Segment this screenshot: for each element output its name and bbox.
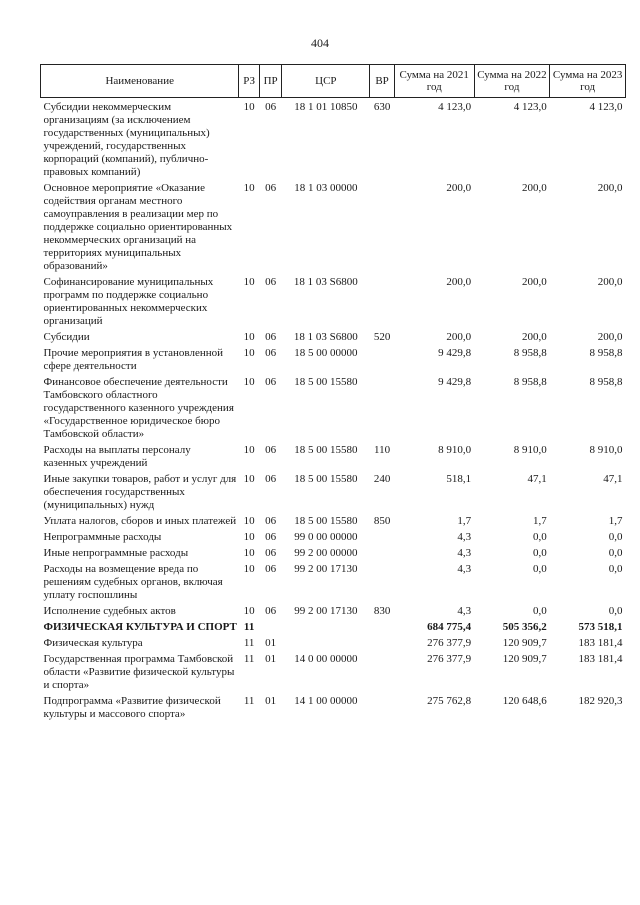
row-name: Субсидии некоммерческим организациям (за исключением государственных (муниципальных) учреждений, государственных корпораций (компаний), публично-правовых компаний): [43, 101, 210, 178]
row-name: Исполнение судебных актов: [43, 605, 176, 617]
row-name: Расходы на возмещение вреда по решениям судебных органов, включая уплату госпошлины: [43, 563, 223, 601]
row-sum-2021: 9 429,8: [438, 347, 472, 359]
row-name: ФИЗИЧЕСКАЯ КУЛЬТУРА И СПОРТ: [43, 621, 237, 633]
row-csr: [282, 636, 370, 652]
row-name: Расходы на выплаты персоналу казенных учреждений: [43, 444, 191, 469]
row-rz: 10: [243, 376, 255, 388]
row-vr: [370, 620, 395, 636]
row-sum-2022: 200,0: [522, 331, 547, 343]
row-pr: 06: [265, 605, 277, 617]
row-name: Финансовое обеспечение деятельности Тамбовского областного государственного казенного учреждения «Государственное юридическое бюро Тамбовской области»: [43, 376, 234, 440]
row-sum-2023: 0,0: [608, 563, 623, 575]
row-sum-2021: 200,0: [446, 331, 472, 343]
row-name: Субсидии: [43, 331, 90, 343]
row-pr: 06: [265, 276, 277, 288]
row-pr: 06: [265, 376, 277, 388]
row-sum-2022: 47,1: [527, 473, 547, 485]
header-name: Наименование: [41, 65, 239, 98]
row-pr: 01: [265, 653, 277, 665]
row-sum-2023: 1,7: [608, 515, 623, 527]
header-pr: ПР: [259, 65, 282, 98]
row-csr: 18 5 00 15580: [294, 473, 358, 485]
header-vr: ВР: [370, 65, 395, 98]
row-vr: 240: [373, 473, 391, 485]
row-pr: 06: [265, 531, 277, 543]
row-rz: 11: [243, 653, 255, 665]
row-csr: 14 0 00 00000: [294, 653, 358, 665]
row-sum-2021: 4 123,0: [438, 101, 472, 113]
row-sum-2022: 0,0: [533, 531, 547, 543]
row-sum-2022: 120 648,6: [502, 695, 547, 707]
row-csr: 14 1 00 00000: [294, 695, 358, 707]
row-sum-2023: 0,0: [608, 531, 623, 543]
row-sum-2023: 47,1: [603, 473, 623, 485]
row-vr: 630: [373, 101, 391, 113]
row-vr: [370, 562, 395, 604]
row-rz: 10: [243, 531, 255, 543]
row-sum-2022: 8 910,0: [513, 444, 547, 456]
row-sum-2021: 276 377,9: [427, 637, 472, 649]
row-sum-2021: 8 910,0: [438, 444, 472, 456]
table-row: [41, 604, 626, 620]
table-row: [41, 98, 626, 182]
row-sum-2023: 200,0: [597, 331, 623, 343]
table-row: [41, 620, 626, 636]
row-csr: 18 5 00 15580: [294, 376, 358, 388]
row-csr: [282, 620, 370, 636]
table-row: [41, 530, 626, 546]
header-rz: РЗ: [239, 65, 259, 98]
row-sum-2021: 4,3: [457, 563, 472, 575]
row-sum-2021: 275 762,8: [427, 695, 472, 707]
row-sum-2021: 200,0: [446, 276, 472, 288]
row-name: Иные непрограммные расходы: [43, 547, 189, 559]
row-sum-2022: 200,0: [522, 182, 547, 194]
row-sum-2021: 9 429,8: [438, 376, 472, 388]
row-name: Софинансирование муниципальных программ по поддержке социально ориентированных некоммерческих организаций: [43, 276, 214, 327]
row-name: Основное мероприятие «Оказание содействия органам местного самоуправления в реализации мер по поддержке социально ориентированных некоммерческих организаций на территориях муниципальных образований»: [43, 182, 233, 272]
row-vr: [370, 652, 395, 694]
row-pr: 06: [265, 547, 277, 559]
table-row: [41, 636, 626, 652]
row-csr: 99 2 00 17130: [294, 605, 358, 617]
row-sum-2022: 8 958,8: [513, 347, 547, 359]
row-sum-2022: 505 356,2: [502, 621, 547, 633]
row-csr: 18 5 00 15580: [294, 515, 358, 527]
table-row: [41, 330, 626, 346]
row-pr: 06: [265, 515, 277, 527]
row-csr: 18 5 00 00000: [294, 347, 358, 359]
row-rz: 10: [243, 101, 255, 113]
header-csr: ЦСР: [282, 65, 370, 98]
page-number: 404: [311, 36, 329, 50]
row-rz: 10: [243, 182, 255, 194]
row-csr: 18 1 03 S6800: [293, 276, 358, 288]
row-sum-2022: 0,0: [533, 547, 547, 559]
row-sum-2022: 120 909,7: [502, 653, 547, 665]
row-sum-2022: 0,0: [533, 605, 547, 617]
row-sum-2021: 518,1: [446, 473, 472, 485]
row-rz: 10: [243, 473, 255, 485]
row-sum-2022: 4 123,0: [513, 101, 547, 113]
row-pr: 01: [265, 637, 277, 649]
row-csr: 99 0 00 00000: [294, 531, 358, 543]
row-pr: 06: [265, 331, 277, 343]
row-sum-2022: 200,0: [522, 276, 547, 288]
row-vr: [370, 636, 395, 652]
table-row: [41, 375, 626, 443]
row-vr: [370, 546, 395, 562]
row-pr: 06: [265, 473, 277, 485]
table-row: [41, 694, 626, 723]
table-header: [41, 65, 626, 98]
row-sum-2023: 0,0: [608, 547, 623, 559]
row-pr: [259, 620, 282, 636]
row-sum-2023: 182 920,3: [578, 695, 623, 707]
budget-table: [40, 64, 626, 723]
row-name: Физическая культура: [43, 637, 143, 649]
row-rz: 10: [243, 563, 255, 575]
row-name: Прочие мероприятия в установленной сфере деятельности: [43, 347, 224, 372]
row-sum-2021: 4,3: [457, 547, 472, 559]
row-sum-2022: 1,7: [533, 515, 547, 527]
row-sum-2021: 4,3: [457, 605, 472, 617]
table-row: [41, 472, 626, 514]
row-name: Государственная программа Тамбовской области «Развитие физической культуры и спорта»: [43, 653, 235, 691]
row-csr: 18 1 03 S6800: [293, 331, 358, 343]
row-vr: 850: [373, 515, 391, 527]
row-sum-2022: 8 958,8: [513, 376, 547, 388]
row-vr: [370, 530, 395, 546]
row-rz: 10: [243, 605, 255, 617]
row-name: Иные закупки товаров, работ и услуг для обеспечения государственных (муниципальных) нужд: [43, 473, 237, 511]
row-sum-2021: 1,7: [457, 515, 472, 527]
header-sum-2022: Сумма на 2022 год: [474, 65, 550, 98]
row-sum-2021: 200,0: [446, 182, 472, 194]
row-vr: [370, 694, 395, 723]
row-rz: 11: [243, 695, 255, 707]
row-sum-2023: 183 181,4: [578, 653, 623, 665]
table-row: [41, 546, 626, 562]
table-row: [41, 443, 626, 472]
table-body: [41, 98, 626, 724]
row-sum-2023: 8 910,0: [589, 444, 623, 456]
table-row: [41, 514, 626, 530]
row-sum-2023: 0,0: [608, 605, 623, 617]
table-row: [41, 562, 626, 604]
row-rz: 11: [243, 621, 255, 633]
row-sum-2022: 0,0: [533, 563, 547, 575]
row-sum-2023: 200,0: [597, 182, 623, 194]
table-row: [41, 181, 626, 275]
row-vr: 830: [373, 605, 391, 617]
row-sum-2023: 4 123,0: [589, 101, 623, 113]
table-row: [41, 346, 626, 375]
row-sum-2021: 684 775,4: [427, 621, 472, 633]
row-vr: 520: [373, 331, 391, 343]
row-pr: 06: [265, 182, 277, 194]
row-sum-2021: 4,3: [457, 531, 472, 543]
row-sum-2023: 200,0: [597, 276, 623, 288]
row-sum-2023: 573 518,1: [578, 621, 623, 633]
row-vr: [370, 275, 395, 330]
row-vr: 110: [374, 444, 391, 456]
table-row: [41, 652, 626, 694]
row-pr: 01: [265, 695, 277, 707]
row-name: Непрограммные расходы: [43, 531, 162, 543]
row-sum-2023: 8 958,8: [589, 347, 623, 359]
row-rz: 10: [243, 515, 255, 527]
row-rz: 10: [243, 331, 255, 343]
row-pr: 06: [265, 444, 277, 456]
row-rz: 10: [243, 347, 255, 359]
row-rz: 10: [243, 444, 255, 456]
row-sum-2021: 276 377,9: [427, 653, 472, 665]
row-pr: 06: [265, 101, 277, 113]
row-sum-2022: 120 909,7: [502, 637, 547, 649]
row-name: Подпрограмма «Развитие физической культуры и массового спорта»: [43, 695, 221, 720]
row-vr: [370, 181, 395, 275]
row-pr: 06: [265, 563, 277, 575]
row-pr: 06: [265, 347, 277, 359]
row-csr: 99 2 00 00000: [294, 547, 358, 559]
table-row: [41, 275, 626, 330]
row-csr: 18 1 01 10850: [294, 101, 358, 113]
header-sum-2023: Сумма на 2023 год: [550, 65, 626, 98]
row-sum-2023: 183 181,4: [578, 637, 623, 649]
row-csr: 99 2 00 17130: [294, 563, 358, 575]
row-sum-2023: 8 958,8: [589, 376, 623, 388]
row-vr: [370, 346, 395, 375]
row-vr: [370, 375, 395, 443]
row-rz: 10: [243, 547, 255, 559]
row-csr: 18 5 00 15580: [294, 444, 358, 456]
row-rz: 10: [243, 276, 255, 288]
row-name: Уплата налогов, сборов и иных платежей: [43, 515, 237, 527]
header-sum-2021: Сумма на 2021 год: [394, 65, 474, 98]
row-csr: 18 1 03 00000: [294, 182, 358, 194]
row-rz: 11: [243, 637, 255, 649]
